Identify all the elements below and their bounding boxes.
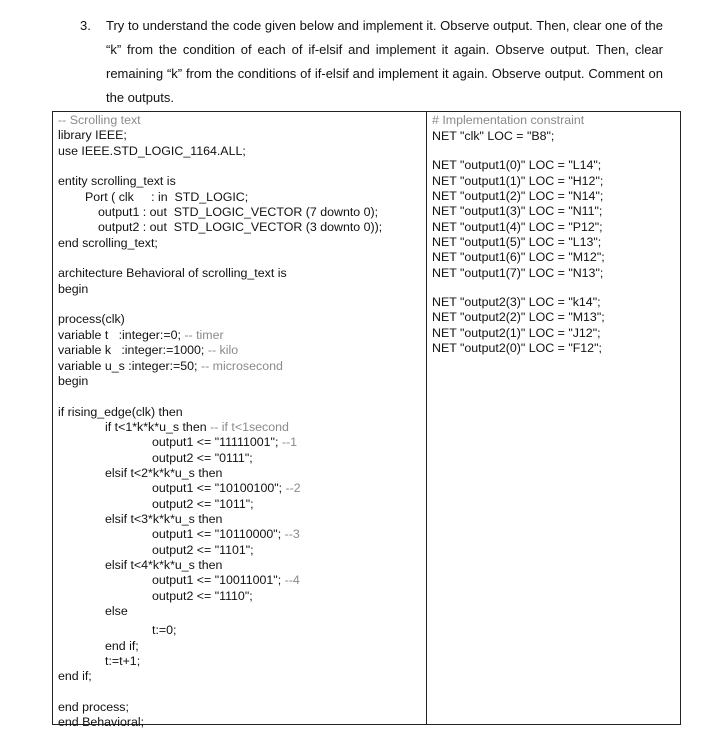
ucf-header-comment: # Implementation constraint — [432, 113, 585, 127]
code-line: begin — [58, 281, 89, 296]
ucf-line: NET "output1(2)" LOC = "N14"; — [432, 188, 604, 203]
code-comment: --2 — [285, 481, 301, 496]
ucf-line: NET "output2(1)" LOC = "J12"; — [432, 325, 601, 340]
code-line: output2 <= "1110"; — [152, 588, 253, 603]
ucf-line: NET "output2(2)" LOC = "M13"; — [432, 310, 605, 325]
code-line: end if; — [58, 669, 92, 684]
code-line: variable u_s :integer:=50; -- microsecond — [58, 358, 283, 373]
code-line: elsif t<2*k*k*u_s then — [105, 465, 223, 480]
code-comment: -- kilo — [207, 343, 239, 358]
code-line: process(clk) — [58, 312, 125, 327]
ucf-line: NET "output1(7)" LOC = "N13"; — [432, 265, 604, 280]
code-line: else — [105, 604, 128, 618]
ucf-line: NET "output1(0)" LOC = "L14"; — [432, 158, 602, 173]
ucf-line: NET "output1(5)" LOC = "L13"; — [432, 234, 602, 249]
code-comment: --4 — [284, 573, 300, 588]
code-line: elsif t<4*k*k*u_s then — [105, 557, 223, 572]
code-table — [52, 111, 681, 730]
code-line: output1 <= "10011001"; --4 — [152, 573, 300, 588]
code-line: use IEEE.STD_LOGIC_1164.ALL; — [58, 143, 246, 158]
code-line: variable t :integer:=0; -- timer — [58, 327, 224, 342]
code-line: t:=0; — [152, 623, 177, 638]
code-comment: --3 — [284, 527, 300, 542]
code-comment: -- if t<1second — [210, 419, 289, 434]
code-line: end process; — [58, 700, 129, 715]
code-line: Port ( clk : in STD_LOGIC; — [85, 189, 249, 204]
code-line: end if; — [105, 638, 139, 653]
code-line: output2 <= "1101"; — [152, 542, 254, 557]
question-block — [80, 14, 663, 110]
code-line: end scrolling_text; — [58, 235, 158, 250]
code-line: output1 <= "10110000"; --3 — [152, 527, 300, 542]
code-line: architecture Behavioral of scrolling_text is — [58, 266, 287, 281]
code-line: end Behavioral; — [58, 715, 145, 730]
code-line: begin — [58, 373, 89, 388]
question-text: Try to understand the code given below and implement it. Observe output. Then, clear one of the “k” from the condition of each of if-elsif and implement it again. Observe output. Then, clear remaining “k” from the conditions of if-elsif and implement it again. Observe output. Comment on the outputs. — [106, 18, 663, 105]
code-line: if t<1*k*k*u_s then -- if t<1second — [105, 419, 289, 434]
code-line: output1 <= "11111001"; --1 — [152, 435, 297, 450]
ucf-line: NET "clk" LOC = "B8"; — [432, 128, 555, 143]
code-line: if rising_edge(clk) then — [58, 404, 183, 419]
code-line: library IEEE; — [58, 128, 127, 143]
ucf-constraint-column — [427, 112, 680, 724]
vhdl-header-comment: -- Scrolling text — [58, 113, 141, 127]
code-comment: -- microsecond — [200, 358, 283, 373]
code-line: elsif t<3*k*k*u_s then — [105, 511, 223, 526]
code-line: t:=t+1; — [105, 654, 141, 669]
ucf-line: NET "output1(4)" LOC = "P12"; — [432, 219, 603, 234]
code-line: output2 : out STD_LOGIC_VECTOR (3 downto 0)); — [98, 220, 383, 235]
code-comment: --1 — [281, 435, 297, 450]
code-line: output2 <= "1011"; — [152, 496, 254, 511]
code-line: entity scrolling_text is — [58, 174, 176, 189]
ucf-line: NET "output1(6)" LOC = "M12"; — [432, 250, 605, 265]
code-line: variable k :integer:=1000; -- kilo — [58, 343, 239, 358]
code-line: output2 <= "0111"; — [152, 450, 253, 465]
code-line: output1 <= "10100100"; --2 — [152, 481, 301, 496]
code-line: output1 : out STD_LOGIC_VECTOR (7 downto 0); — [98, 205, 379, 220]
ucf-line: NET "output1(3)" LOC = "N11"; — [432, 204, 603, 219]
code-comment: -- timer — [184, 327, 224, 342]
ucf-line: NET "output1(1)" LOC = "H12"; — [432, 173, 604, 188]
question-number: 3. — [80, 18, 91, 33]
ucf-line: NET "output2(3)" LOC = "k14"; — [432, 294, 601, 309]
vhdl-code-column — [53, 112, 427, 730]
ucf-line: NET "output2(0)" LOC = "F12"; — [432, 340, 602, 355]
